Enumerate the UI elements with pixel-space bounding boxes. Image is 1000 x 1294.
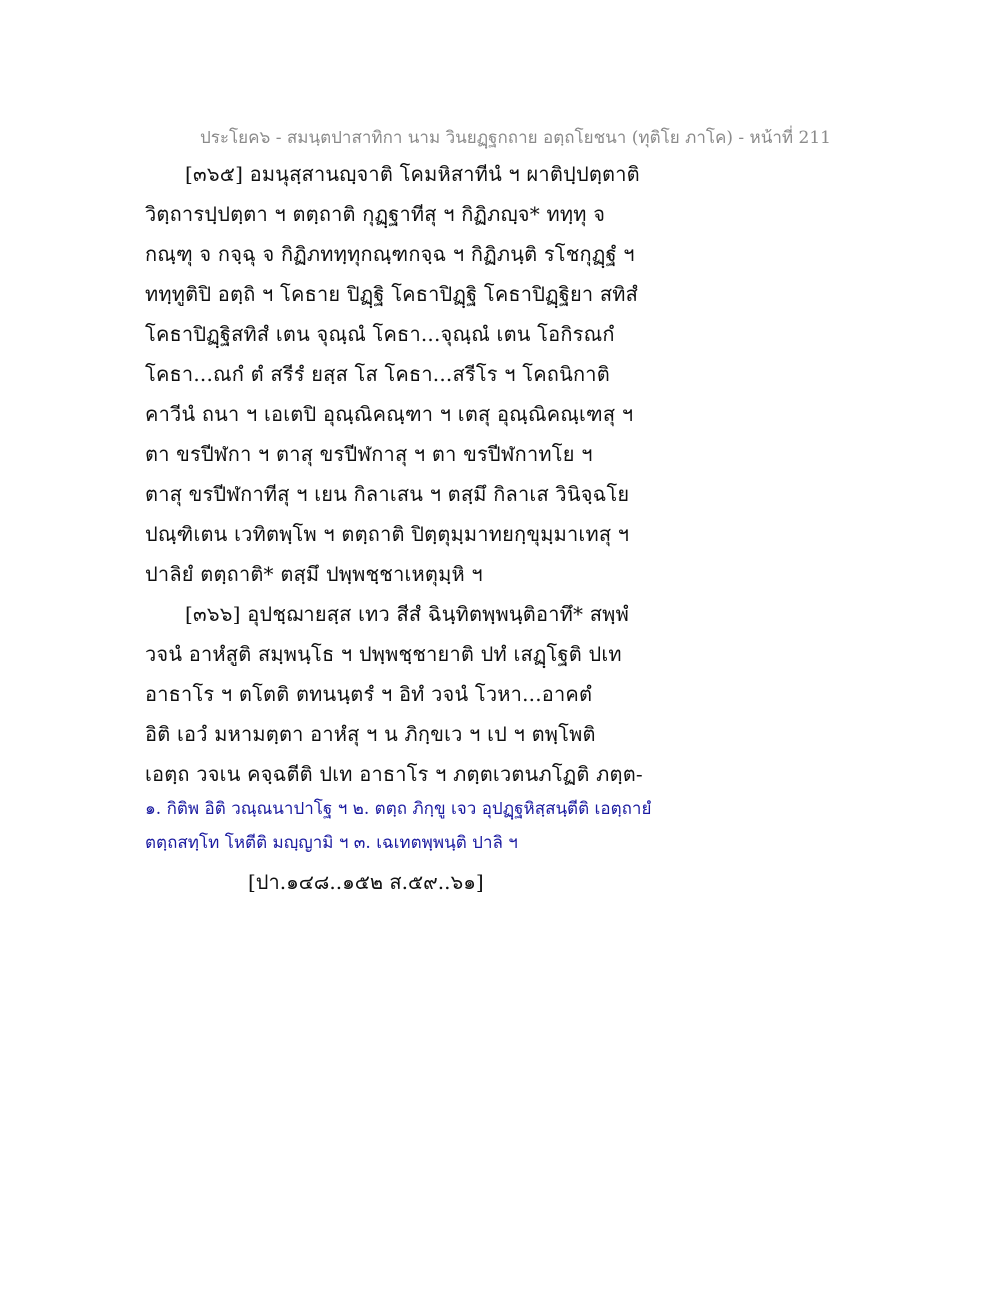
paragraph-366-line: [๓๖๖] อุปชฺฌายสฺส เทว สีสํ ฉินฺทิตพฺพนฺติอาทึ* สพฺพํ xyxy=(185,602,629,626)
footnote-line: ตตฺถสทฺโท โหตีติ มญฺญามิ ฯ ๓. เฉเทตพฺพนฺติ ปาลิ ฯ xyxy=(145,833,518,853)
text-line: วิตฺถารปฺปตฺตา ฯ ตตฺถาติ กุฏฺฐาทีสุ ฯ กิฏิภญฺจ* ททฺทุ จ xyxy=(145,202,606,226)
footnote-line: ๑. กิติพ อิติ วณฺณนาปาโฐ ฯ ๒. ตตฺถ ภิกฺขู เจว อุปฏฺฐหิสฺสนฺตีติ เอตฺถายํ xyxy=(145,799,652,819)
text-line: วจนํ อาหํสูติ สมฺพนฺโธ ฯ ปพฺพชฺชายาติ ปทํ เสฏฺโฐติ ปเท xyxy=(145,642,622,666)
text-line: ตา ขรปีฬกา ฯ ตาสุ ขรปีฬกาสุ ฯ ตา ขรปีฬกาทโย ฯ xyxy=(145,442,593,466)
text-line: เอตฺถ วจเน คจฺฉตีติ ปเท อาธาโร ฯ ภตฺตเวตนภโฏติ ภตฺต- xyxy=(145,762,643,786)
paragraph-365-line: [๓๖๕] อมนุสฺสานญฺจาติ โคมหิสาทีนํ ฯ ผาติปฺปตฺตาติ xyxy=(185,162,640,186)
text-line: ปาลิยํ ตตฺถาติ* ตสฺมึ ปพฺพชฺชาเหตุมฺหิ ฯ xyxy=(145,562,483,586)
text-line: โคธาปิฏฺฐิสทิสํ เตน จุณฺณํ โคธา...จุณฺณํ เตน โอกิรณกํ xyxy=(145,322,615,346)
text-line: คาวีนํ ถนา ฯ เอเตปิ อุณฺณิคณฺฑา ฯ เตสุ อุณฺณิคณฺเฑสุ ฯ xyxy=(145,402,634,426)
text-line: ททฺทูติปิ อตฺถิ ฯ โคธาย ปิฏฺฐิ โคธาปิฏฺฐิ โคธาปิฏฺฐิยา สทิสํ xyxy=(145,282,639,306)
text-line: ตาสุ ขรปีฬกาทีสุ ฯ เยน กิลาเสน ฯ ตสฺมึ กิลาเส วินิจฺฉโย xyxy=(145,482,630,506)
text-line: โคธา...ณกํ ตํ สรีรํ ยสฺส โส โคธา...สรีโร ฯ โคถนิกาติ xyxy=(145,362,610,386)
text-line: ปณฺฑิเตน เวทิตพฺโพ ฯ ตตฺถาติ ปิตฺตุมฺมาทยกฺขุมฺมาเทสุ ฯ xyxy=(145,522,630,546)
page-header: ประโยค๖ - สมนฺตปาสาทิกา นาม วินยฏฺฐกถาย อตฺถโยชนา (ทุติโย ภาโค) - หน้าที่ 211 xyxy=(200,128,831,148)
page-reference: [ปา.๑๔๘..๑๕๒ ส.๕๙..๖๑] xyxy=(248,870,484,894)
text-line: อิติ เอวํ มหามตฺตา อาหํสุ ฯ น ภิกฺขเว ฯ เป ฯ ตพฺโพติ xyxy=(145,722,596,746)
body-text xyxy=(145,154,845,794)
footnotes xyxy=(145,792,845,860)
text-line: อาธาโร ฯ ตโตติ ตทนนฺตรํ ฯ อิทํ วจนํ โวหา...อาคตํ xyxy=(145,682,593,706)
text-line: กณฺฑุ จ กจฺฉุ จ กิฏิภททฺทุกณฺฑกจฺฉ ฯ กิฏิภนฺติ รโชกุฏฺฐํ ฯ xyxy=(145,242,635,266)
